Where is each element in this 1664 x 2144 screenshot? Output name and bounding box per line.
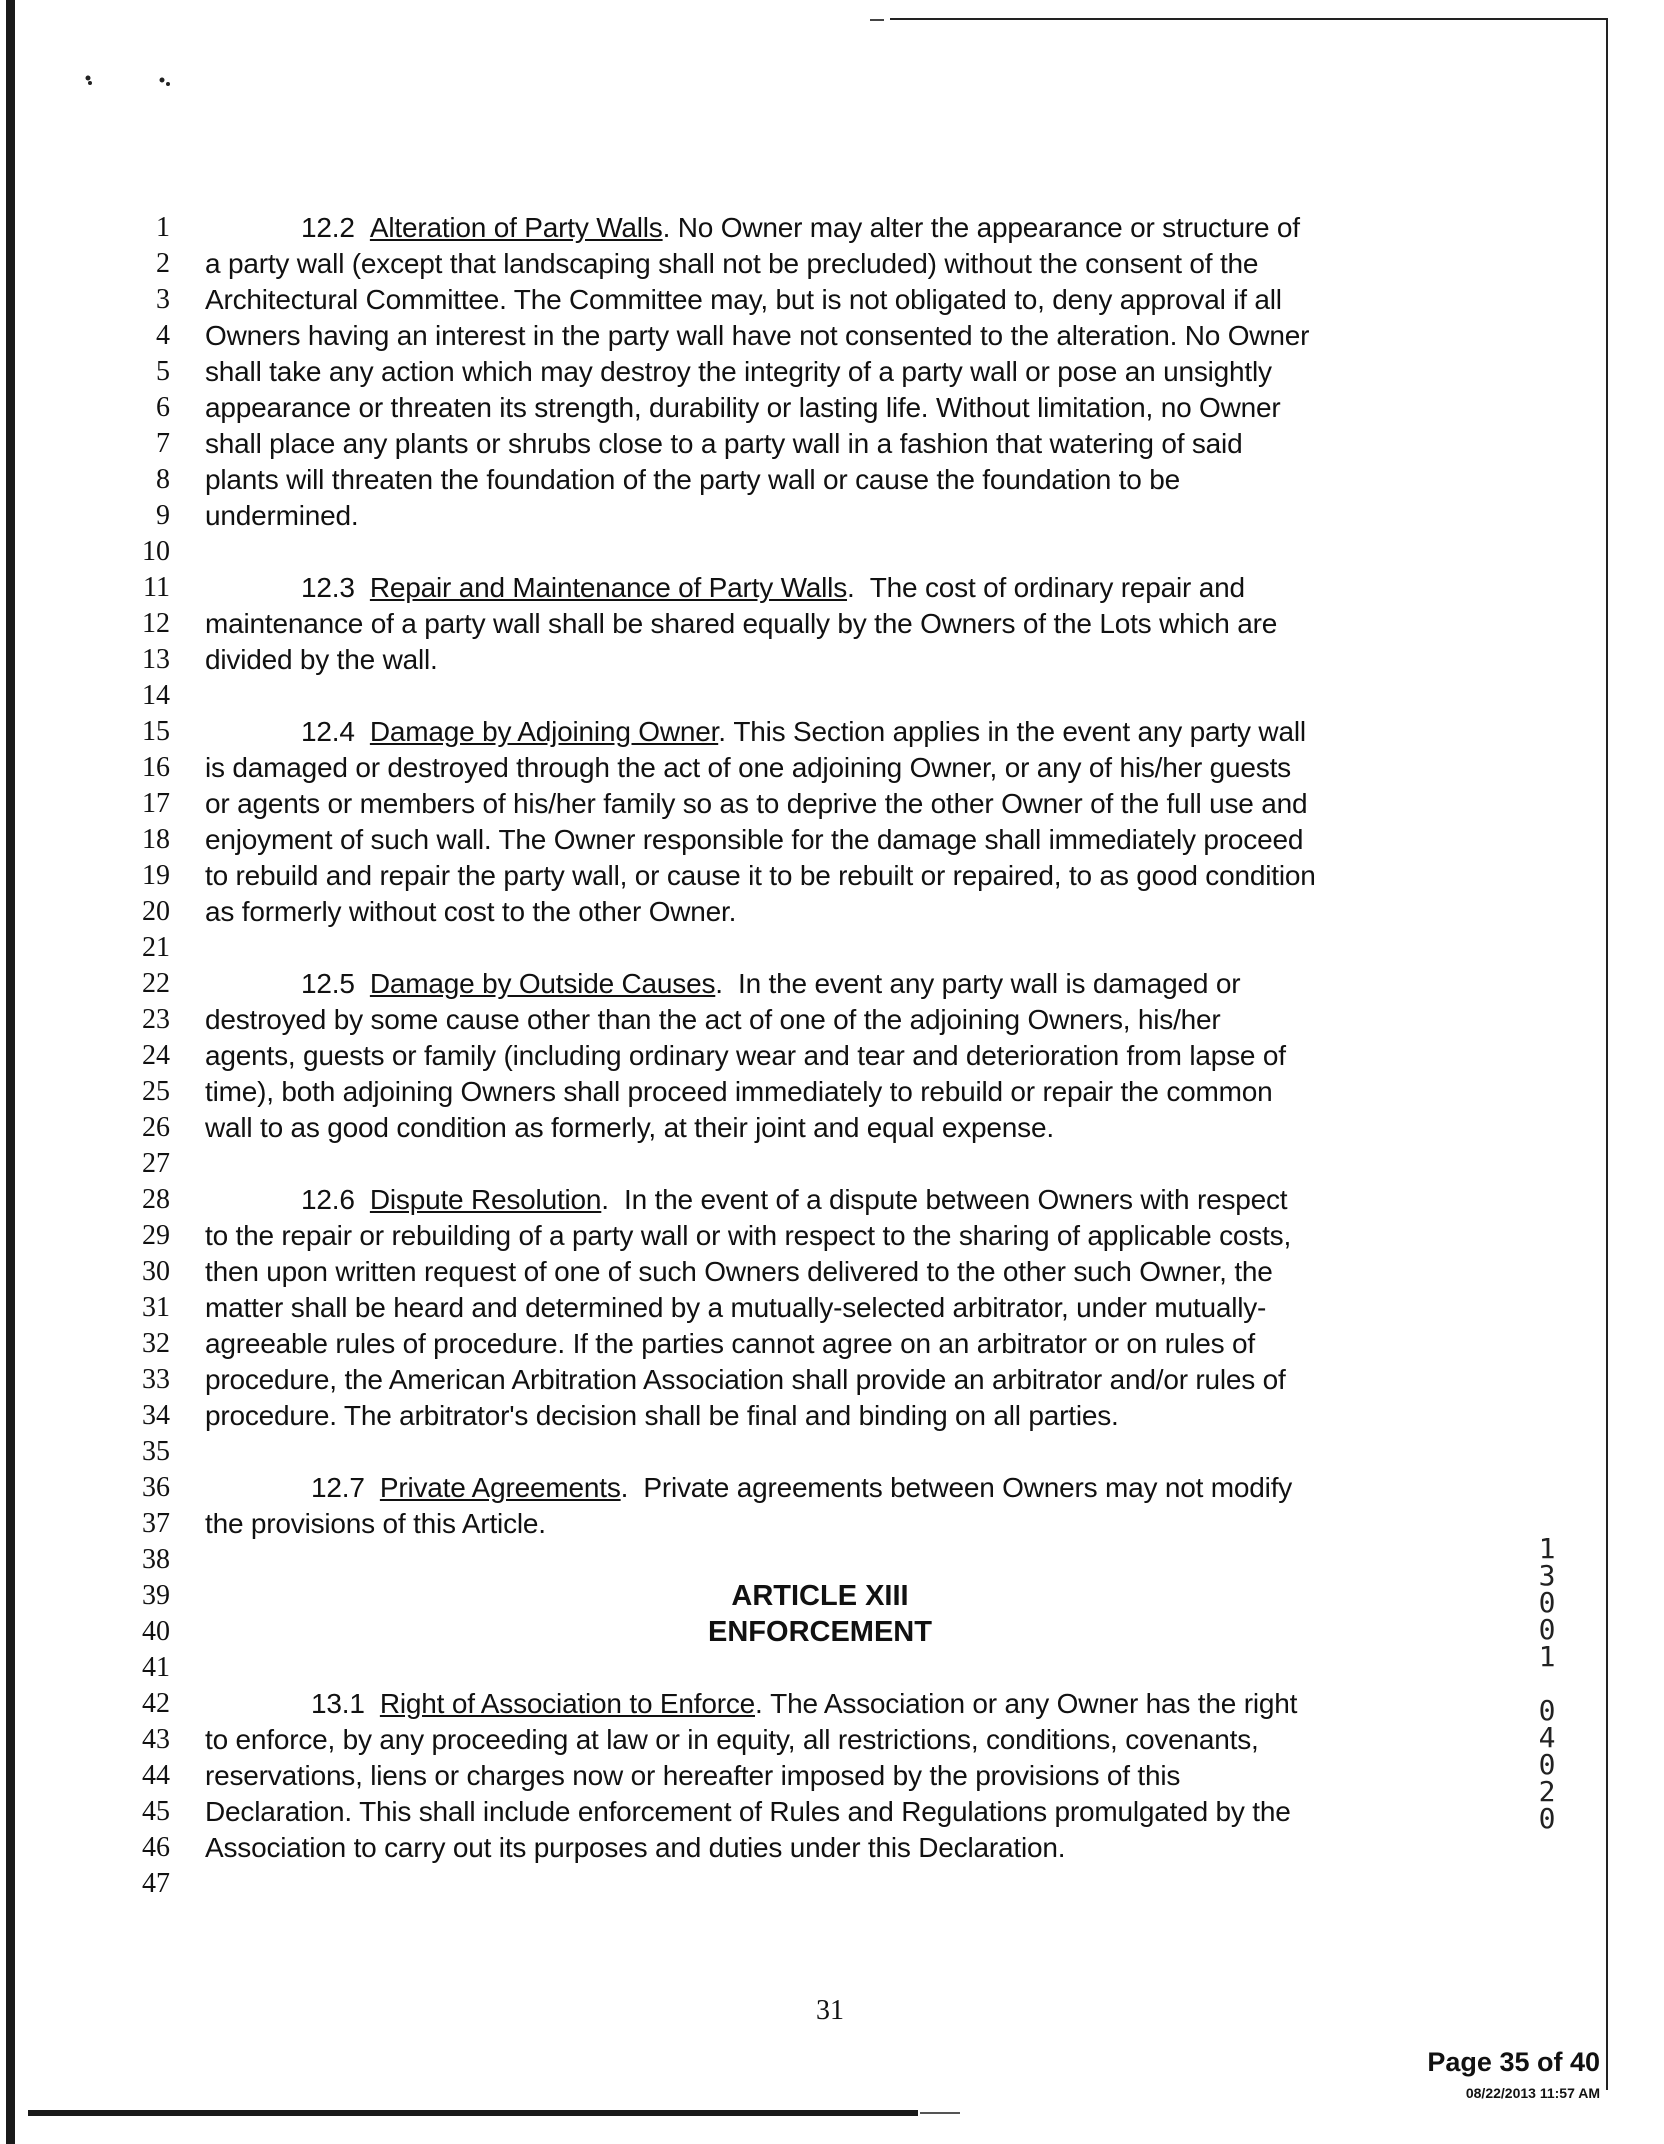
section-number: 12.7 xyxy=(311,1472,365,1503)
side-stamp-digit: 1 xyxy=(1538,1532,1556,1565)
side-stamp-digit xyxy=(1532,1670,1562,1697)
section-12-6-heading-line: 12.6 Dispute Resolution. In the event of a dispute between Owners with respect xyxy=(301,1184,1288,1215)
body-line: divided by the wall. xyxy=(205,644,438,675)
line-number: 45 xyxy=(142,1796,170,1827)
section-13-1-heading-line: 13.1 Right of Association to Enforce. The Association or any Owner has the right xyxy=(311,1688,1298,1719)
line-number: 12 xyxy=(142,608,170,639)
body-text: In the event any party wall is damaged or xyxy=(738,968,1241,999)
side-stamp-digit: 1 xyxy=(1538,1640,1556,1673)
body-line: time), both adjoining Owners shall proceed immediately to rebuild or repair the common xyxy=(205,1076,1273,1107)
line-number: 47 xyxy=(142,1868,170,1899)
line-number: 16 xyxy=(142,752,170,783)
body-line: to the repair or rebuilding of a party wall or with respect to the sharing of applicable costs, xyxy=(205,1220,1292,1251)
line-number: 34 xyxy=(142,1400,170,1431)
line-number: 8 xyxy=(156,464,170,495)
line-number: 42 xyxy=(142,1688,170,1719)
line-number: 6 xyxy=(156,392,170,423)
line-number: 25 xyxy=(142,1076,170,1107)
body-line: Declaration. This shall include enforcement of Rules and Regulations promulgated by the xyxy=(205,1796,1291,1827)
section-12-4-heading-line: 12.4 Damage by Adjoining Owner. This Section applies in the event any party wall xyxy=(301,716,1306,747)
line-number: 9 xyxy=(156,500,170,531)
article-title: ENFORCEMENT xyxy=(708,1616,932,1648)
body-text: Private agreements between Owners may not modify xyxy=(643,1472,1293,1503)
section-number: 13.1 xyxy=(311,1688,365,1719)
side-stamp-digit: 0 xyxy=(1538,1748,1556,1781)
line-number: 38 xyxy=(142,1544,170,1575)
scan-border-left xyxy=(6,0,15,2144)
line-number: 10 xyxy=(142,536,170,567)
line-number: 30 xyxy=(142,1256,170,1287)
body-line: Owners having an interest in the party wall have not consented to the alteration. No Owner xyxy=(205,320,1310,351)
line-number: 14 xyxy=(142,680,170,711)
line-number: 15 xyxy=(142,716,170,747)
section-title: Damage by Outside Causes xyxy=(369,968,716,999)
body-line: to rebuild and repair the party wall, or cause it to be rebuilt or repaired, to as good condition xyxy=(205,860,1316,891)
line-number: 23 xyxy=(142,1004,170,1035)
body-line: shall place any plants or shrubs close to a party wall in a fashion that watering of said xyxy=(205,428,1243,459)
body-line: maintenance of a party wall shall be shared equally by the Owners of the Lots which are xyxy=(205,608,1278,639)
section-12-7-heading-line: 12.7 Private Agreements. Private agreements between Owners may not modify xyxy=(311,1472,1293,1503)
line-number: 33 xyxy=(142,1364,170,1395)
section-12-3-heading-line: 12.3 Repair and Maintenance of Party Walls. The cost of ordinary repair and xyxy=(301,572,1245,603)
side-stamp-digit: 2 xyxy=(1538,1775,1556,1808)
body-text: The cost of ordinary repair and xyxy=(869,572,1245,603)
line-number: 31 xyxy=(142,1292,170,1323)
section-title: Damage by Adjoining Owner xyxy=(369,716,719,747)
line-number: 36 xyxy=(142,1472,170,1503)
body-line: or agents or members of his/her family so as to deprive the other Owner of the full use and xyxy=(205,788,1308,819)
body-line: is damaged or destroyed through the act of one adjoining Owner, or any of his/her guests xyxy=(205,752,1291,783)
section-title: Private Agreements xyxy=(379,1472,621,1503)
section-title: Repair and Maintenance of Party Walls xyxy=(369,572,848,603)
side-stamp-digit: 0 xyxy=(1538,1802,1556,1835)
line-number: 5 xyxy=(156,356,170,387)
body-line: a party wall (except that landscaping shall not be precluded) without the consent of the xyxy=(205,248,1259,279)
line-number: 24 xyxy=(142,1040,170,1071)
body-line: as formerly without cost to the other Owner. xyxy=(205,896,737,927)
body-line: the provisions of this Article. xyxy=(205,1508,546,1539)
side-stamp-digit: 0 xyxy=(1538,1694,1556,1727)
body-line: appearance or threaten its strength, durability or lasting life. Without limitation, no Owner xyxy=(205,392,1281,423)
recording-timestamp: 08/22/2013 11:57 AM xyxy=(1465,2085,1600,2101)
section-number: 12.2 xyxy=(301,212,355,243)
line-number: 19 xyxy=(142,860,170,891)
line-number: 1 xyxy=(156,212,170,243)
article-label: ARTICLE XIII xyxy=(731,1580,909,1612)
scan-border-top xyxy=(890,18,1608,20)
body-line: agreeable rules of procedure. If the parties cannot agree on an arbitrator or on rules of xyxy=(205,1328,1255,1359)
body-line: Architectural Committee. The Committee may, but is not obligated to, deny approval if all xyxy=(205,284,1282,315)
scan-border-right xyxy=(1606,18,1608,2090)
body-line: wall to as good condition as formerly, at their joint and equal expense. xyxy=(205,1112,1054,1143)
page-number: 31 xyxy=(816,1995,844,2026)
line-number: 27 xyxy=(142,1148,170,1179)
body-line: enjoyment of such wall. The Owner responsible for the damage shall immediately proceed xyxy=(205,824,1304,855)
line-number: 22 xyxy=(142,968,170,999)
section-number: 12.3 xyxy=(301,572,355,603)
line-number: 17 xyxy=(142,788,170,819)
line-number: 18 xyxy=(142,824,170,855)
body-text: This Section applies in the event any party wall xyxy=(733,716,1306,747)
line-number: 7 xyxy=(156,428,170,459)
scan-border-bottom xyxy=(28,2110,918,2116)
side-stamp-digit: 3 xyxy=(1538,1559,1556,1592)
line-number: 40 xyxy=(142,1616,170,1647)
scan-border-top-dash xyxy=(870,19,884,21)
section-12-2-heading-line: 12.2 Alteration of Party Walls. No Owner may alter the appearance or structure of xyxy=(301,212,1300,243)
line-number: 46 xyxy=(142,1832,170,1863)
section-number: 12.6 xyxy=(301,1184,355,1215)
body-line: matter shall be heard and determined by a mutually-selected arbitrator, under mutually- xyxy=(205,1292,1267,1323)
line-number: 39 xyxy=(142,1580,170,1611)
section-number: 12.5 xyxy=(301,968,355,999)
section-12-5-heading-line: 12.5 Damage by Outside Causes. In the event any party wall is damaged or xyxy=(301,968,1241,999)
scan-border-bottom-dash xyxy=(920,2112,960,2114)
line-number: 32 xyxy=(142,1328,170,1359)
line-number: 43 xyxy=(142,1724,170,1755)
body-line: undermined. xyxy=(205,500,359,531)
body-line: procedure, the American Arbitration Association shall provide an arbitrator and/or rules of xyxy=(205,1364,1286,1395)
side-stamp-digit: 4 xyxy=(1538,1721,1556,1754)
side-stamp-number xyxy=(1532,1532,1562,1835)
body-line: Association to carry out its purposes and duties under this Declaration. xyxy=(205,1832,1066,1863)
line-number: 20 xyxy=(142,896,170,927)
section-number: 12.4 xyxy=(301,716,355,747)
body-line: agents, guests or family (including ordinary wear and tear and deterioration from lapse of xyxy=(205,1040,1286,1071)
line-number: 2 xyxy=(156,248,170,279)
body-text: In the event of a dispute between Owners with respect xyxy=(624,1184,1288,1215)
body-line: destroyed by some cause other than the act of one of the adjoining Owners, his/her xyxy=(205,1004,1221,1035)
body-line: then upon written request of one of such Owners delivered to the other such Owner, the xyxy=(205,1256,1273,1287)
line-number: 13 xyxy=(142,644,170,675)
scan-specks xyxy=(80,70,200,100)
body-text: No Owner may alter the appearance or structure of xyxy=(677,212,1300,243)
side-stamp-digit: 0 xyxy=(1538,1586,1556,1619)
line-number: 3 xyxy=(156,284,170,315)
section-title: Dispute Resolution xyxy=(369,1184,602,1215)
line-number: 41 xyxy=(142,1652,170,1683)
line-number: 26 xyxy=(142,1112,170,1143)
line-number: 29 xyxy=(142,1220,170,1251)
body-line: procedure. The arbitrator's decision shall be final and binding on all parties. xyxy=(205,1400,1119,1431)
line-number: 11 xyxy=(143,572,170,603)
line-number: 4 xyxy=(156,320,170,351)
line-number: 35 xyxy=(142,1436,170,1467)
line-number: 44 xyxy=(142,1760,170,1791)
body-line: to enforce, by any proceeding at law or in equity, all restrictions, conditions, covenants, xyxy=(205,1724,1259,1755)
section-title: Alteration of Party Walls xyxy=(369,212,663,243)
line-number: 21 xyxy=(142,932,170,963)
body-line: shall take any action which may destroy the integrity of a party wall or pose an unsightly xyxy=(205,356,1272,387)
line-number: 28 xyxy=(142,1184,170,1215)
page-of-label: Page 35 of 40 xyxy=(1427,2047,1600,2077)
line-number: 37 xyxy=(142,1508,170,1539)
section-title: Right of Association to Enforce xyxy=(379,1688,755,1719)
body-line: plants will threaten the foundation of the party wall or cause the foundation to be xyxy=(205,464,1180,495)
body-text: The Association or any Owner has the right xyxy=(770,1688,1298,1719)
side-stamp-digit: 0 xyxy=(1538,1613,1556,1646)
body-line: reservations, liens or charges now or hereafter imposed by the provisions of this xyxy=(205,1760,1181,1791)
